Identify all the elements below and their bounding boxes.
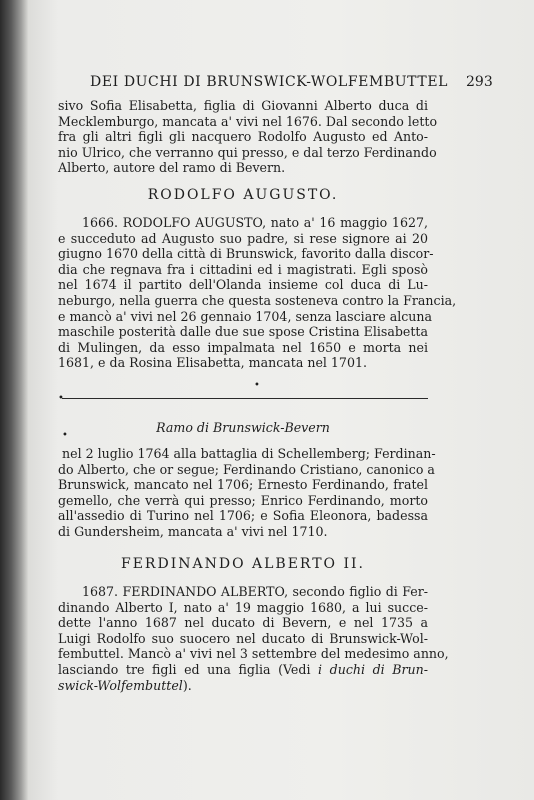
text-line: gemello, che verrà qui presso; Enrico Ferdinando, morto	[58, 492, 428, 508]
text-line	[58, 662, 428, 678]
section-heading-ferdinando: FERDINANDO ALBERTO II.	[121, 556, 365, 572]
line-text: lasciando tre figli ed una figlia (Vedi	[58, 661, 319, 677]
text-line: 1687. FERDINANDO ALBERTO, secondo figlio di Fer-	[82, 584, 428, 599]
text-line: Mecklemburgo, mancata a' vivi nel 1676. Dal secondo letto	[58, 113, 438, 129]
italic-reference: swick-Wolfembuttel	[58, 677, 183, 693]
top-paragraph	[58, 98, 438, 176]
dot-mark: •	[254, 380, 260, 391]
text-line: 1666. RODOLFO AUGUSTO, nato a' 16 maggio 1627,	[82, 215, 428, 230]
book-spine-shadow	[0, 0, 28, 800]
text-line: Alberto, autore del ramo di Bevern.	[58, 160, 286, 176]
text-line: e succeduto ad Augusto suo padre, si rese signore ai 20	[58, 230, 428, 246]
text-line: dinando Alberto I, nato a' 19 maggio 1680, a lui succe-	[58, 599, 428, 615]
text-line: giugno 1670 della città di Brunswick, favorito dalla discor-	[58, 246, 434, 262]
section-title: Ramo di Brunswick-Bevern	[156, 420, 330, 435]
text-line: neburgo, nella guerra che questa sosteneva contro la Francia,	[58, 292, 457, 308]
text-line: fembuttel. Mancò a' vivi nel 3 settembre del medesimo anno,	[58, 646, 449, 662]
text-line: sivo Sofia Elisabetta, figlia di Giovanni Alberto duca di	[58, 98, 428, 113]
bevern-paragraph	[58, 446, 436, 540]
closing-punctuation: ).	[182, 677, 192, 693]
dot-mark: •	[62, 430, 68, 441]
text-line: nio Ulrico, che verranno qui presso, e dal terzo Ferdinando	[58, 144, 437, 160]
text-line: all'assedio di Turino nel 1706; e Sofia Eleonora, badessa	[58, 508, 428, 524]
text-line	[58, 678, 428, 694]
running-title: DEI DUCHI DI BRUNSWICK-WOLFEMBUTTEL	[90, 74, 449, 90]
text-line: 1681, e da Rosina Elisabetta, mancata nel 1701.	[58, 355, 367, 371]
section-heading-rodolfo: RODOLFO AUGUSTO.	[147, 187, 339, 203]
dot-mark: •	[58, 393, 64, 404]
text-line: dia che regnava fra i cittadini ed i magistrati. Egli sposò	[58, 261, 428, 277]
ferdinando-paragraph	[58, 584, 449, 693]
rodolfo-paragraph	[58, 215, 457, 371]
section-divider	[62, 398, 428, 399]
text-line: nel 2 luglio 1764 alla battaglia di Schellemberg; Ferdinan-	[62, 446, 436, 461]
text-line: do Alberto, che or segue; Ferdinando Cristiano, canonico a	[58, 461, 435, 477]
text-line: Luigi Rodolfo suo suocero nel ducato di Brunswick-Wol-	[58, 630, 428, 646]
text-line: maschile posterità dalle due sue spose Cristina Elisabetta	[58, 324, 428, 340]
italic-reference: i duchi di Brun-	[318, 661, 428, 677]
text-line: dette l'anno 1687 nel ducato di Bevern, e nel 1735 a	[58, 615, 428, 631]
page-number: 293	[466, 74, 493, 90]
text-line: di Mulingen, da esso impalmata nel 1650 e morta nei	[58, 339, 428, 355]
text-line: nel 1674 il partito dell'Olanda insieme col duca di Lu-	[58, 277, 428, 293]
text-line: e mancò a' vivi nel 26 gennaio 1704, senza lasciare alcuna	[58, 308, 433, 324]
text-line: Brunswick, mancato nel 1706; Ernesto Ferdinando, fratel	[58, 477, 428, 493]
text-line: di Gundersheim, mancata a' vivi nel 1710.	[58, 523, 328, 539]
text-line: fra gli altri figli gli nacquero Rodolfo Augusto ed Anto-	[58, 129, 428, 145]
